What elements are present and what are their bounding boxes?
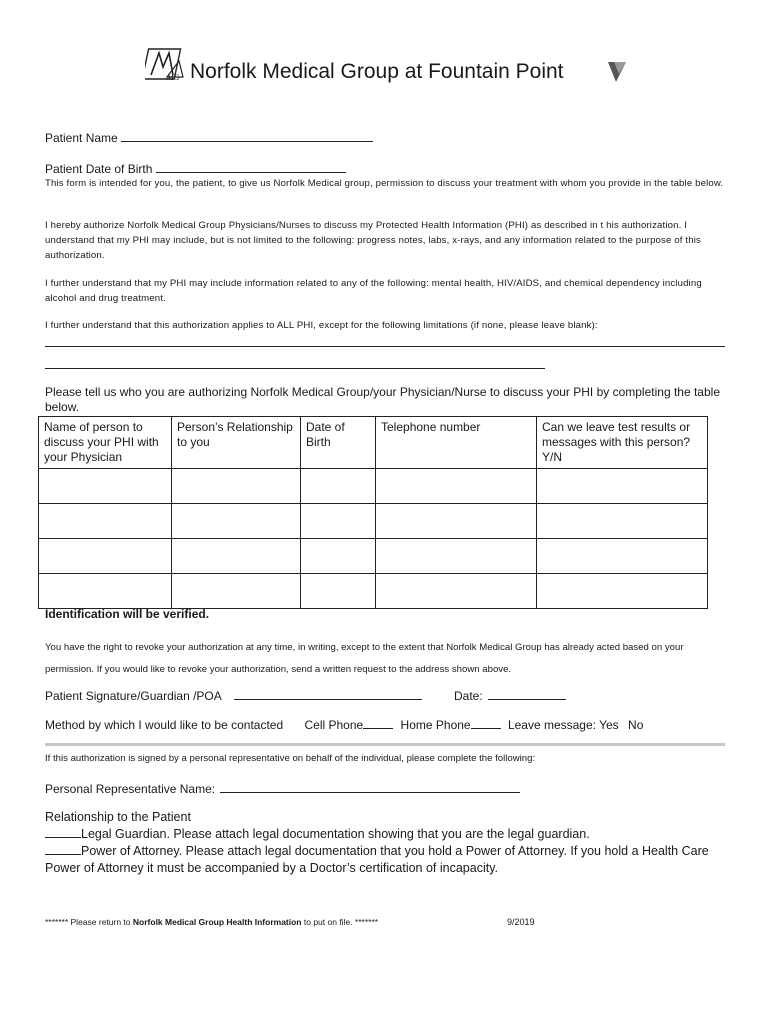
further-paragraph-1: I further understand that my PHI may include information related to any of the following: mental health, HIV/AIDS, and chemical dependency including alcohol and drug treatment. [45, 278, 702, 304]
identification-note: Identification will be verified. [45, 607, 210, 621]
date-field[interactable] [488, 686, 566, 700]
intro-paragraph: This form is intended for you, the patient, to give us Norfolk Medical group, permission to discuss your treatment with whom you provide in the table below. [45, 178, 724, 189]
signature-field[interactable] [234, 686, 422, 700]
table-header-row [39, 417, 708, 469]
table-cell[interactable] [537, 469, 708, 504]
home-phone-blank[interactable] [471, 717, 501, 729]
representative-label: Personal Representative Name: [45, 782, 216, 796]
table-cell[interactable] [172, 504, 301, 539]
page-title: Norfolk Medical Group at Fountain Point [190, 60, 564, 83]
header-telephone: Telephone number [376, 417, 537, 469]
patient-dob-row [45, 159, 346, 176]
home-phone-label: Home Phone [400, 718, 471, 732]
contact-row [45, 717, 643, 732]
table-cell[interactable] [376, 539, 537, 574]
signature-label: Patient Signature/Guardian /POA [45, 689, 222, 703]
relationship-section [45, 809, 725, 877]
form-date: 9/2019 [507, 917, 535, 927]
table-cell[interactable] [537, 504, 708, 539]
authorize-paragraph: I hereby authorize Norfolk Medical Group Physicians/Nurses to discuss my Protected Health Information (PHI) as described in t his authorization. I understand that my PHI may include, but is not limited to the following: progress notes, labs, x-rays, and any information related to the purpose of this authorization. [45, 220, 701, 261]
table-cell[interactable] [376, 504, 537, 539]
table-cell[interactable] [301, 504, 376, 539]
table-cell[interactable] [301, 539, 376, 574]
logo-text: MG [167, 73, 180, 82]
table-cell[interactable] [301, 469, 376, 504]
limitations-line-1[interactable] [45, 346, 725, 347]
date-label: Date: [454, 689, 483, 703]
header-dob: Date of Birth [301, 417, 376, 469]
authorized-persons-table [38, 416, 708, 609]
table-cell[interactable] [39, 574, 172, 609]
legal-guardian-blank[interactable] [45, 826, 81, 838]
patient-name-row [45, 128, 373, 145]
table-cell[interactable] [172, 539, 301, 574]
header-leave-messages: Can we leave test results or messages with this person? Y/N [537, 417, 708, 469]
nmg-logo-icon [145, 47, 187, 83]
patient-dob-field[interactable] [156, 159, 346, 173]
cell-phone-blank[interactable] [363, 717, 393, 729]
patient-dob-label: Patient Date of Birth [45, 162, 153, 176]
revoke-paragraph: You have the right to revoke your authorization at any time, in writing, except to the extent that Norfolk Medical Group has already acted based on your permission. If you would like to revoke your authorization, send a written request to the address shown above. [45, 642, 684, 675]
footer-suffix: to put on file. ******* [303, 917, 379, 927]
table-row [39, 574, 708, 609]
table-cell[interactable] [376, 469, 537, 504]
table-cell[interactable] [172, 574, 301, 609]
legal-guardian-text: Legal Guardian. Please attach legal documentation showing that you are the legal guardian. [81, 827, 590, 841]
patient-name-field[interactable] [121, 128, 373, 142]
header-relationship: Person’s Relationship to you [172, 417, 301, 469]
footer-bold: Norfolk Medical Group Health Information [132, 917, 302, 927]
table-cell[interactable] [39, 539, 172, 574]
footer-note [45, 917, 378, 927]
fountain-point-logo-icon [606, 60, 628, 82]
table-cell[interactable] [537, 574, 708, 609]
representative-note: If this authorization is signed by a personal representative on behalf of the individual, please complete the following: [45, 753, 536, 764]
table-cell[interactable] [172, 469, 301, 504]
further-paragraph-2: I further understand that this authorization applies to ALL PHI, except for the following limitations (if none, please leave blank): [45, 320, 598, 331]
table-cell[interactable] [39, 504, 172, 539]
table-intro: Please tell us who you are authorizing Norfolk Medical Group/your Physician/Nurse to discuss your PHI by completing the table below. [45, 385, 720, 414]
leave-message-no: No [628, 718, 644, 732]
limitations-line-2[interactable] [45, 368, 545, 369]
table-row [39, 469, 708, 504]
footer-prefix: ******* Please return to [45, 917, 131, 927]
power-of-attorney-blank[interactable] [45, 843, 81, 855]
table-cell[interactable] [301, 574, 376, 609]
power-of-attorney-text: Power of Attorney. Please attach legal documentation that you hold a Power of Attorney. If you hold a Health Care Power of Attorney it must be accompanied by a Doctor’s certification of incapacity. [45, 844, 709, 875]
relationship-title: Relationship to the Patient [45, 810, 191, 824]
patient-name-label: Patient Name [45, 131, 118, 145]
leave-message-label: Leave message: Yes [507, 718, 619, 732]
table-cell[interactable] [376, 574, 537, 609]
table-row [39, 539, 708, 574]
representative-row [45, 779, 520, 796]
header-name: Name of person to discuss your PHI with your Physician [39, 417, 172, 469]
table-row [39, 504, 708, 539]
contact-label: Method by which I would like to be contacted [45, 718, 284, 732]
table-cell[interactable] [39, 469, 172, 504]
representative-field[interactable] [220, 779, 520, 793]
date-row [454, 686, 566, 703]
section-divider [45, 743, 725, 746]
signature-row [45, 686, 422, 703]
table-cell[interactable] [537, 539, 708, 574]
cell-phone-label: Cell Phone [304, 718, 364, 732]
